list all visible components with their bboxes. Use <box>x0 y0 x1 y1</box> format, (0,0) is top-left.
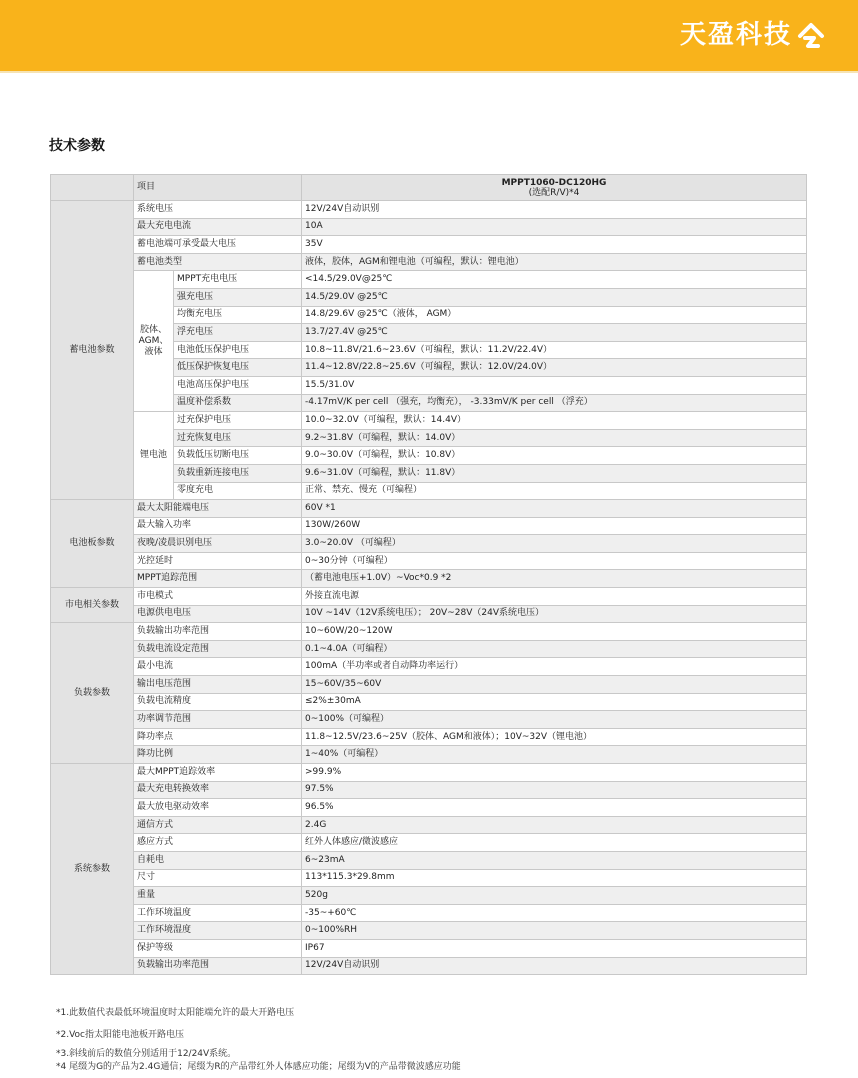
param-value: 正常、禁充、慢充（可编程） <box>302 482 807 500</box>
table-row <box>51 253 807 271</box>
table-row <box>51 535 807 553</box>
header-bar <box>0 0 858 71</box>
param-value: 9.2~31.8V（可编程，默认：14.0V） <box>302 429 807 447</box>
table-row <box>51 922 807 940</box>
param-value: 10V ~14V（12V系统电压）； 20V~28V（24V系统电压） <box>302 605 807 623</box>
subgroup-label-gel: 胶体、AGM、液体 <box>134 271 174 412</box>
param-label: 市电模式 <box>134 588 302 606</box>
model-sub: (选配R/V)*4 <box>528 187 580 198</box>
param-label: 最大输入功率 <box>134 517 302 535</box>
param-label: 零度充电 <box>174 482 302 500</box>
param-value: 113*115.3*29.8mm <box>302 869 807 887</box>
param-value: 10A <box>302 218 807 236</box>
table-row <box>51 816 807 834</box>
param-label: 光控延时 <box>134 552 302 570</box>
param-label: 尺寸 <box>134 869 302 887</box>
subgroup-label-lithium: 锂电池 <box>134 412 174 500</box>
spec-table <box>50 174 807 975</box>
group-label: 系统参数 <box>51 764 134 975</box>
table-row <box>51 728 807 746</box>
param-label: 工作环境湿度 <box>134 922 302 940</box>
table-row <box>51 693 807 711</box>
param-value: 14.5/29.0V @25℃ <box>302 288 807 306</box>
page-title: 技术参数 <box>49 138 105 154</box>
table-row <box>51 517 807 535</box>
brand-name: 天盈科技 <box>679 20 792 50</box>
group-label: 负载参数 <box>51 623 134 764</box>
param-value: 0~100%RH <box>302 922 807 940</box>
param-label: 工作环境温度 <box>134 904 302 922</box>
table-row <box>51 834 807 852</box>
table-row <box>51 904 807 922</box>
param-label: MPPT充电电压 <box>174 271 302 289</box>
param-value: 14.8/29.6V @25℃（液体， AGM） <box>302 306 807 324</box>
param-value: 1~40%（可编程） <box>302 746 807 764</box>
param-value: 3.0~20.0V （可编程） <box>302 535 807 553</box>
param-label: 负载输出功率范围 <box>134 957 302 975</box>
table-row <box>51 623 807 641</box>
table-row <box>51 218 807 236</box>
param-label: 电池高压保护电压 <box>174 376 302 394</box>
table-row <box>51 957 807 975</box>
param-label: 降功比例 <box>134 746 302 764</box>
table-row <box>51 764 807 782</box>
param-label: 过充恢复电压 <box>174 429 302 447</box>
param-label: 最大放电驱动效率 <box>134 799 302 817</box>
param-value: 100mA（半功率或者自动降功率运行） <box>302 658 807 676</box>
header-divider <box>0 71 858 73</box>
param-label: 最大充电转换效率 <box>134 781 302 799</box>
table-row <box>51 640 807 658</box>
table-header-row <box>51 175 807 201</box>
param-value: 15~60V/35~60V <box>302 676 807 694</box>
brand-logo-icon <box>796 20 826 50</box>
footnote: *4 尾缀为G的产品为2.4G通信；尾缀为R的产品带红外人体感应功能；尾缀为V的产品带微波感应功能 <box>56 1062 461 1072</box>
table-row <box>51 746 807 764</box>
param-label: 温度补偿系数 <box>174 394 302 412</box>
param-label: 通信方式 <box>134 816 302 834</box>
param-value: 12V/24V自动识别 <box>302 201 807 219</box>
model-header <box>302 175 807 201</box>
param-label: 过充保护电压 <box>174 412 302 430</box>
param-label: 最大充电电流 <box>134 218 302 236</box>
footnote: *2.Voc指太阳能电池板开路电压 <box>56 1030 185 1040</box>
param-label: MPPT追踪范围 <box>134 570 302 588</box>
param-label: 电源供电电压 <box>134 605 302 623</box>
param-label: 负载电流设定范围 <box>134 640 302 658</box>
param-value: 0~30分钟（可编程） <box>302 552 807 570</box>
param-label: 输出电压范围 <box>134 676 302 694</box>
param-value: 97.5% <box>302 781 807 799</box>
table-row <box>51 552 807 570</box>
group-label: 市电相关参数 <box>51 588 134 623</box>
param-value: 0~100%（可编程） <box>302 711 807 729</box>
param-label: 电池低压保护电压 <box>174 341 302 359</box>
param-label: 负载电流精度 <box>134 693 302 711</box>
footnote: *3.斜线前后的数值分别适用于12/24V系统。 <box>56 1049 237 1059</box>
param-value: <14.5/29.0V@25℃ <box>302 271 807 289</box>
group-label: 电池板参数 <box>51 500 134 588</box>
param-label: 功率调节范围 <box>134 711 302 729</box>
param-label: 低压保护恢复电压 <box>174 359 302 377</box>
param-value: 520g <box>302 887 807 905</box>
table-row <box>51 271 807 289</box>
table-row <box>51 605 807 623</box>
param-label: 负载输出功率范围 <box>134 623 302 641</box>
param-value: 12V/24V自动识别 <box>302 957 807 975</box>
param-value: 60V *1 <box>302 500 807 518</box>
param-value: 130W/260W <box>302 517 807 535</box>
param-label: 感应方式 <box>134 834 302 852</box>
param-value: >99.9% <box>302 764 807 782</box>
param-value: 11.8~12.5V/23.6~25V（胶体、AGM和液体）；10V~32V（锂电池） <box>302 728 807 746</box>
param-label: 均衡充电压 <box>174 306 302 324</box>
param-value: 96.5% <box>302 799 807 817</box>
param-value: IP67 <box>302 939 807 957</box>
param-label: 负载重新连接电压 <box>174 464 302 482</box>
param-value: （蓄电池电压+1.0V）~Voc*0.9 *2 <box>302 570 807 588</box>
param-value: 10.0~32.0V（可编程，默认：14.4V） <box>302 412 807 430</box>
item-header: 项目 <box>134 175 302 201</box>
param-value: -35~+60℃ <box>302 904 807 922</box>
param-value: 10~60W/20~120W <box>302 623 807 641</box>
brand <box>680 19 826 51</box>
table-row <box>51 500 807 518</box>
param-value: -4.17mV/K per cell （强充，均衡充）， -3.33mV/K per cell （浮充） <box>302 394 807 412</box>
param-value: 9.6~31.0V（可编程，默认：11.8V） <box>302 464 807 482</box>
param-label: 最小电流 <box>134 658 302 676</box>
param-value: 10.8~11.8V/21.6~23.6V（可编程，默认：11.2V/22.4V） <box>302 341 807 359</box>
param-value: 红外人体感应/微波感应 <box>302 834 807 852</box>
param-value: 13.7/27.4V @25℃ <box>302 324 807 342</box>
param-label: 最大MPPT追踪效率 <box>134 764 302 782</box>
param-value: 外接直流电源 <box>302 588 807 606</box>
model-name: MPPT1060-DC120HG <box>501 177 607 188</box>
param-label: 强充电压 <box>174 288 302 306</box>
param-label: 自耗电 <box>134 851 302 869</box>
param-label: 降功率点 <box>134 728 302 746</box>
table-row <box>51 201 807 219</box>
group-label: 蓄电池参数 <box>51 201 134 500</box>
param-label: 蓄电池类型 <box>134 253 302 271</box>
table-row <box>51 799 807 817</box>
param-value: ≤2%±30mA <box>302 693 807 711</box>
param-value: 11.4~12.8V/22.8~25.6V（可编程，默认：12.0V/24.0V） <box>302 359 807 377</box>
param-label: 蓄电池端可承受最大电压 <box>134 236 302 254</box>
table-row <box>51 887 807 905</box>
param-label: 夜晚/凌晨识别电压 <box>134 535 302 553</box>
footnote: *1.此数值代表最低环境温度时太阳能端允许的最大开路电压 <box>56 1008 295 1018</box>
param-label: 负载低压切断电压 <box>174 447 302 465</box>
param-value: 35V <box>302 236 807 254</box>
header-corner-cell <box>51 175 134 201</box>
param-label: 浮充电压 <box>174 324 302 342</box>
table-row <box>51 711 807 729</box>
param-value: 2.4G <box>302 816 807 834</box>
table-row <box>51 588 807 606</box>
param-label: 最大太阳能端电压 <box>134 500 302 518</box>
table-row <box>51 412 807 430</box>
param-label: 重量 <box>134 887 302 905</box>
param-value: 0.1~4.0A（可编程） <box>302 640 807 658</box>
table-row <box>51 851 807 869</box>
param-value: 6~23mA <box>302 851 807 869</box>
table-row <box>51 781 807 799</box>
table-row <box>51 236 807 254</box>
table-row <box>51 869 807 887</box>
table-row <box>51 570 807 588</box>
table-row <box>51 939 807 957</box>
table-row <box>51 676 807 694</box>
param-value: 15.5/31.0V <box>302 376 807 394</box>
param-value: 液体，胶体，AGM和锂电池（可编程，默认：锂电池） <box>302 253 807 271</box>
table-row <box>51 658 807 676</box>
param-value: 9.0~30.0V（可编程，默认：10.8V） <box>302 447 807 465</box>
param-label: 系统电压 <box>134 201 302 219</box>
param-label: 保护等级 <box>134 939 302 957</box>
